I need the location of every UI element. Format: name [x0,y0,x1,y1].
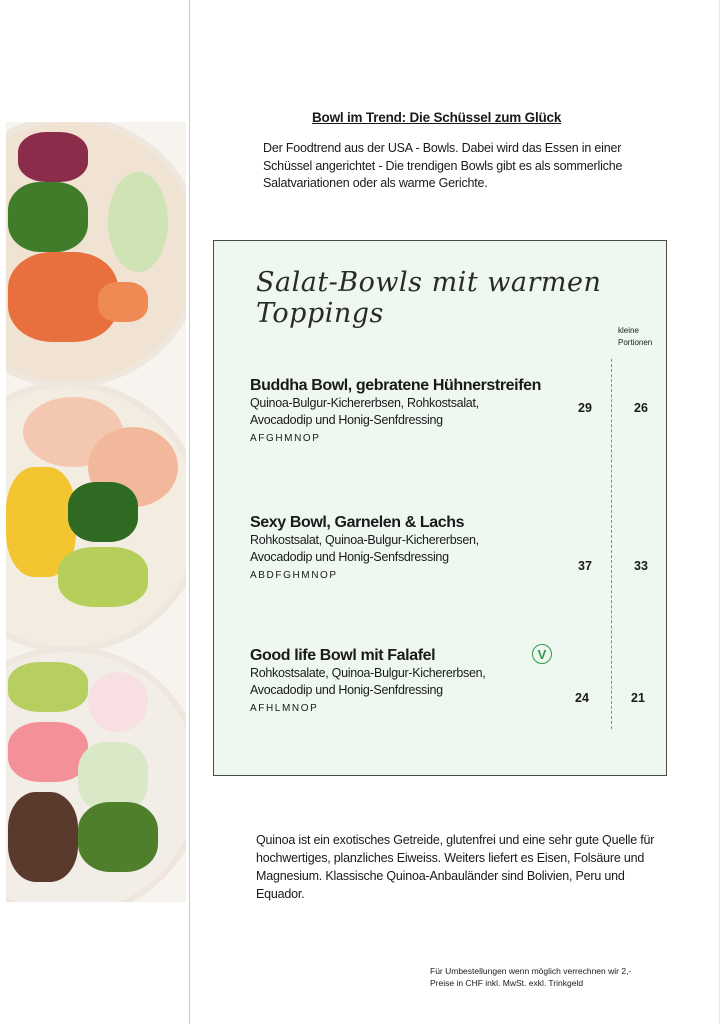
vegetarian-v-icon: V [532,644,552,664]
menu-item-good-life-bowl [250,647,485,714]
item-small-price: 21 [631,691,645,705]
item-name: Buddha Bowl, gebratene Hühnerstreifen [250,377,542,394]
item-price: 24 [575,691,589,705]
item-price: 29 [578,401,592,415]
footer-line-2: Preise in CHF inkl. MwSt. exkl. Trinkgeld [430,978,584,988]
item-description: Rohkostsalat, Quinoa-Bulgur-Kichererbsen, Avocadodip und Honig-Senfsdressing [250,533,479,564]
bowl-tuna-image [6,652,186,902]
item-description: Rohkostsalate, Quinoa-Bulgur-Kichererbsen, Avocadodip und Honig-Senfdressing [250,666,486,697]
bowl-shrimp-image [6,387,186,647]
menu-heading: Salat-Bowls mit warmen Toppings [256,267,602,329]
footer-note [430,965,720,989]
quinoa-info: Quinoa ist ein exotisches Getreide, glutenfrei und eine sehr gute Quelle für hochwertiges, planzliches Eiweiss. Weiters liefert es Eisen, Folsäure und Magnesium. Klassische Quinoa-Anbauländer sind Bolivien, Peru und Equador. [256,833,655,901]
small-portions-header: kleine Portionen [618,326,653,347]
item-allergens: AFHLMNOP [250,703,319,714]
bowls-photo [6,122,186,902]
menu-box [213,240,667,776]
column-divider [611,359,612,729]
item-description: Quinoa-Bulgur-Kichererbsen, Rohkostsalat, Avocadodip und Honig-Senfdressing [250,396,479,427]
page-fold-line [189,0,190,1024]
item-small-price: 33 [634,559,648,573]
item-allergens: AFGHMNOP [250,433,321,444]
menu-item-buddha-bowl [250,377,541,444]
item-allergens: ABDFGHMNOP [250,570,338,581]
intro-text: Der Foodtrend aus der USA - Bowls. Dabei wird das Essen in einer Schüssel angerichtet - Die trendigen Bowls gibt es als sommerliche Salatvariationen oder als warme Gerichte. [263,141,623,190]
intro-title: Bowl im Trend: Die Schüssel zum Glück [312,110,562,125]
page-edge-line [719,0,720,1024]
menu-item-sexy-bowl [250,514,479,581]
item-price: 37 [578,559,592,573]
footer-line-1: Für Umbestellungen wenn möglich verrechnen wir 2,- [430,966,632,976]
item-name: Sexy Bowl, Garnelen & Lachs [250,514,465,531]
item-name: Good life Bowl mit Falafel [250,647,436,664]
bowl-salmon-image [6,122,186,382]
item-small-price: 26 [634,401,648,415]
